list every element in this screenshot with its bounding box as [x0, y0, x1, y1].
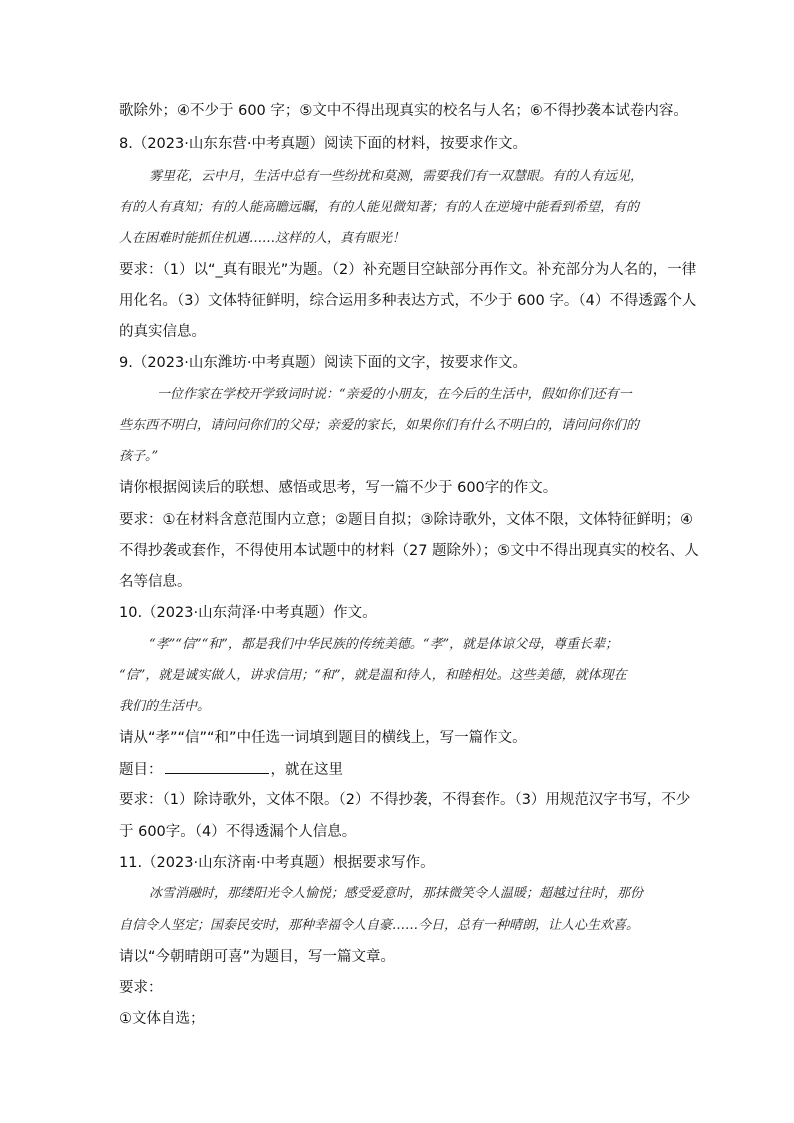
text-line: 要求：（1）除诗歌外，文体不限。（2）不得抄袭，不得套作。（3）用规范汉字书写，不少 [119, 792, 691, 808]
text-line: 要求：（1）以“_真有眼光”为题。（2）补充题目空缺部分再作文。补充部分为人名的，一律 [119, 262, 697, 278]
material-text-line: 一位作家在学校开学致词时说：“亲爱的小朋友，在今后的生活中，假如你们还有一 [157, 387, 632, 402]
essay-title-line [119, 759, 704, 780]
title-blank [165, 759, 269, 774]
material-text-line: “信”，就是诚实做人，讲求信用；“和”，就是温和待人，和睦相处。这些美德，就体现在 [119, 668, 627, 683]
text-line: 11.（2023·山东济南·中考真题）根据要求写作。 [119, 855, 435, 871]
material-text-line: 雾里花，云中月，生活中总有一些纷扰和莫测，需要我们有一双慧眼。有的人有远见， [149, 169, 644, 184]
material-text-line: 有的人有真知；有的人能高瞻远瞩，有的人能见微知著；有的人在逆境中能看到希望，有的 [119, 200, 640, 215]
material-text-line: 些东西不明白，请问问你们的父母；亲爱的家长，如果你们有什么不明白的，请问问你们的 [119, 418, 640, 433]
text-line: 8.（2023·山东东营·中考真题）阅读下面的材料，按要求作文。 [119, 136, 527, 152]
title-suffix: ，就在这里 [270, 762, 343, 778]
material-text-line: 人在困难时能抓住机遇……这样的人，真有眼光！ [119, 231, 406, 246]
text-line: 名等信息。 [119, 574, 192, 590]
text-line: 请从“孝”“信”“和”中任选一词填到题目的横线上，写一篇作文。 [119, 730, 527, 746]
text-line: 不得抄袭或套作，不得使用本试题中的材料（27 题除外）；⑤文中不得出现真实的校名、人 [119, 543, 699, 559]
text-line: 9.（2023·山东潍坊·中考真题）阅读下面的文字，按要求作文。 [119, 355, 527, 371]
material-text-line: 自信令人坚定；国泰民安时，那种幸福令人自豪……今日，总有一种晴朗，让人心生欢喜。 [119, 918, 640, 933]
text-line: ①文体自选； [119, 1011, 205, 1027]
text-line: 用化名。（3）文体特征鲜明，综合运用多种表达方式，不少于 600 字。（4）不得透露个人 [119, 293, 697, 309]
material-text-line: “孝”“信”“和”，都是我们中华民族的传统美德。“孝”，就是体谅父母，尊重长辈； [149, 637, 619, 652]
material-text-line: 我们的生活中。 [119, 699, 211, 714]
text-line: 的真实信息。 [119, 324, 206, 340]
text-line: 歌除外；④不少于 600 字；⑤文中不得出现真实的校名与人名；⑥不得抄袭本试卷内容。 [119, 103, 688, 119]
text-line: 于 600字。（4）不得透漏个人信息。 [119, 824, 357, 840]
text-line: 10.（2023·山东菏泽·中考真题）作文。 [119, 605, 377, 621]
material-text-line: 冰雪消融时，那缕阳光令人愉悦；感受爱意时，那抹微笑令人温暖；超越过往时，那份 [149, 886, 644, 901]
text-line: 请你根据阅读后的联想、感悟或思考，写一篇不少于 600字的作文。 [119, 480, 558, 496]
text-line: 要求：①在材料含意范围内立意；②题目自拟；③除诗歌外，文体不限，文体特征鲜明；④ [119, 512, 693, 528]
title-prefix: 题目： [119, 762, 163, 778]
text-line: 要求： [119, 980, 163, 996]
material-text-line: 孩子。” [119, 449, 159, 464]
text-line: 请以“今朝晴朗可喜”为题目，写一篇文章。 [119, 949, 396, 965]
